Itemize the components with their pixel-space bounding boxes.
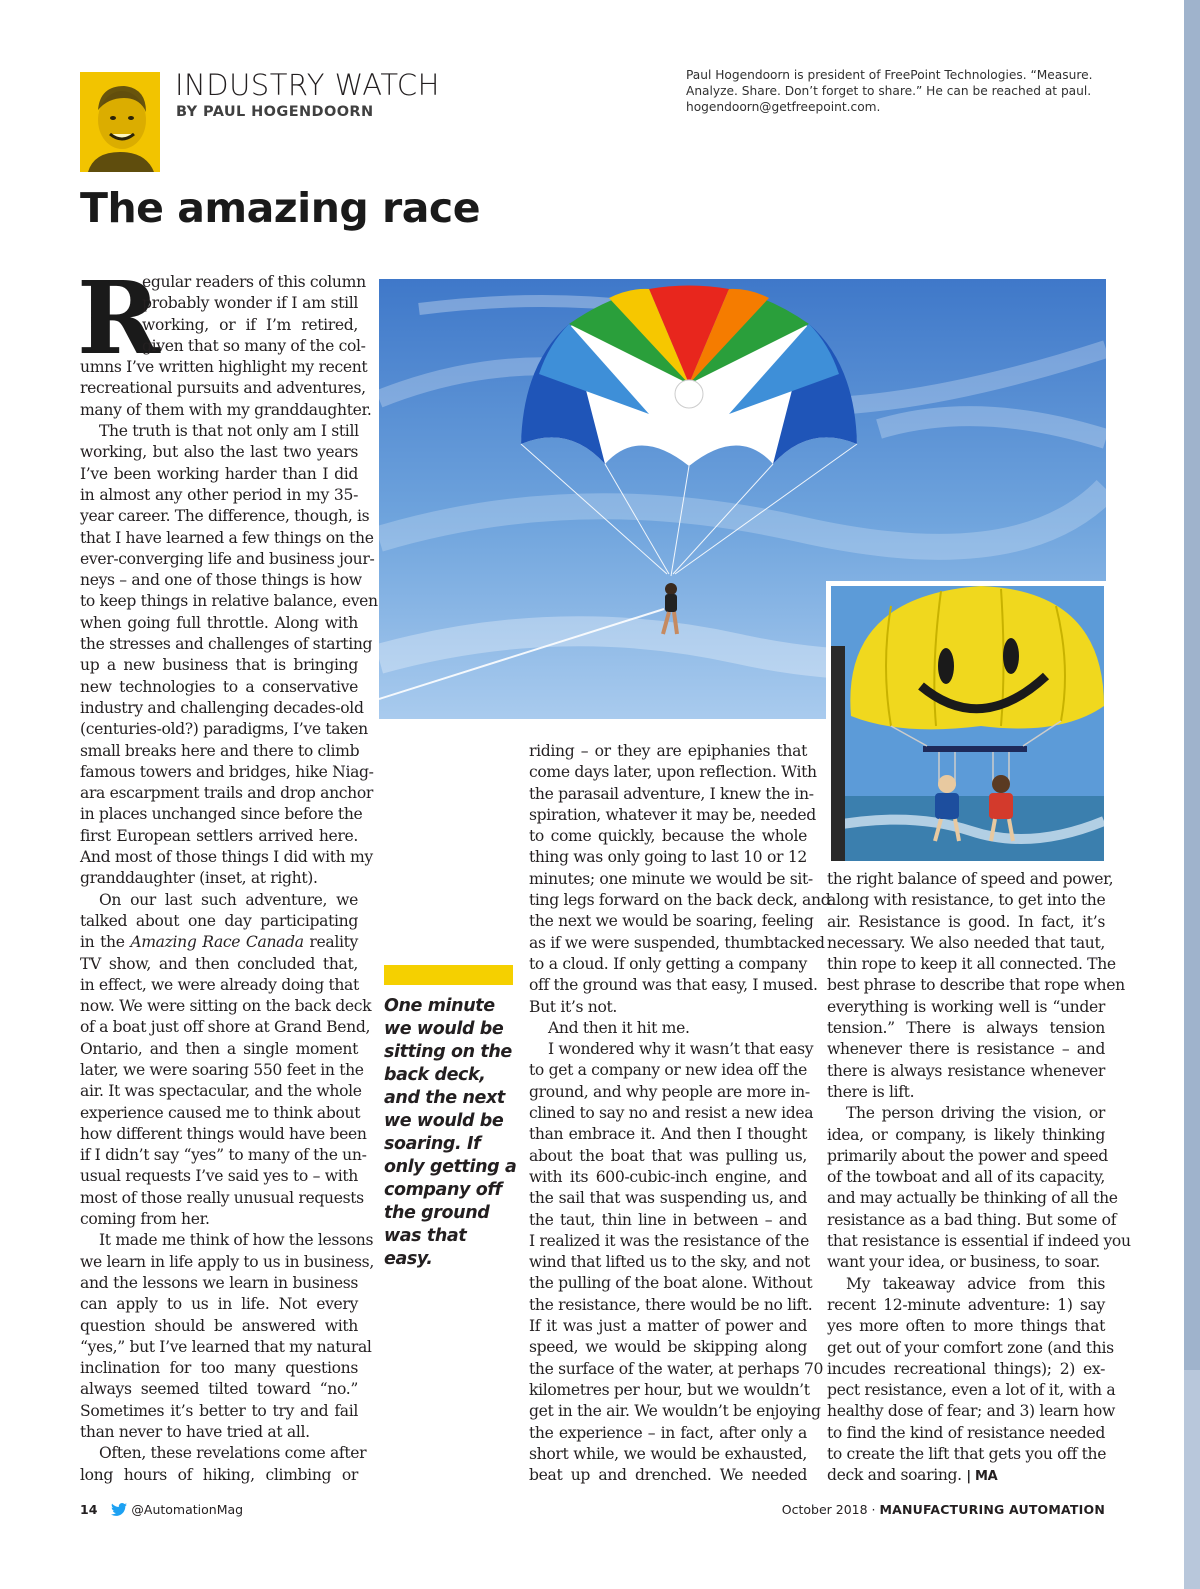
text-line: Often, these revelations come after: [99, 1444, 367, 1463]
text-line: umns I’ve written highlight my recent: [80, 358, 368, 377]
text-line: than never to have tried at all.: [80, 1423, 310, 1442]
text-line: wind that lifted us to the sky, and not: [529, 1253, 810, 1272]
text-line: with its 600-cubic-inch engine, and: [529, 1167, 807, 1186]
text-line: we learn in life apply to us in business,: [80, 1252, 374, 1271]
end-mark: | MA: [966, 1469, 998, 1485]
text-line: recent 12-minute adventure: 1) say: [827, 1295, 1105, 1314]
text-line: “yes,” but I’ve learned that my natural: [80, 1337, 372, 1356]
pull-quote-line: One minute: [384, 996, 495, 1016]
inset-photo: [826, 581, 1109, 866]
text-line: in effect, we were already doing that: [80, 975, 359, 994]
text-line: My takeaway advice from this: [846, 1274, 1105, 1293]
text-line: first European settlers arrived here.: [80, 826, 358, 845]
footer-right: [782, 1502, 1105, 1517]
pull-quote-line: back deck,: [384, 1065, 486, 1085]
text-line: when going full throttle. Along with: [80, 613, 358, 632]
text-line: there is lift.: [827, 1082, 915, 1101]
text-line: small breaks here and there to climb: [80, 741, 360, 760]
text-line: tension.” There is always tension: [827, 1019, 1105, 1038]
text-line: industry and challenging decades-old: [80, 698, 364, 717]
text-line: the stresses and challenges of starting: [80, 635, 373, 654]
text-line: to keep things in relative balance, even: [80, 592, 378, 611]
text-line: clined to say no and resist a new idea: [529, 1104, 814, 1123]
text-line: I realized it was the resistance of the: [529, 1231, 809, 1250]
text-line: [80, 932, 358, 953]
text-line: that resistance is essential if indeed you: [827, 1232, 1131, 1251]
text-line: everything is working well is “under: [827, 997, 1105, 1016]
text-line: working, or if I’m retired,: [142, 315, 358, 334]
section-title: INDUSTRY WATCH: [175, 68, 440, 102]
text-line: On our last such adventure, we: [99, 890, 358, 909]
pull-quote-line: only getting a: [384, 1157, 517, 1177]
text-line: the right balance of speed and power,: [827, 870, 1114, 888]
author-note-line: Analyze. Share. Don’t forget to share.” He can be reached at paul.: [686, 84, 1092, 98]
text-line: The truth is that not only am I still: [99, 422, 359, 441]
text-line: And then it hit me.: [548, 1018, 690, 1037]
text-line: usual requests I’ve said yes to – with: [80, 1167, 358, 1186]
pull-quote: [384, 995, 519, 1271]
text-line: than embrace it. And then I thought: [529, 1125, 807, 1144]
text-line: ever-converging life and business jour-: [80, 549, 375, 568]
text-line: new technologies to a conservative: [80, 677, 358, 696]
footer-left: [80, 1502, 243, 1517]
text-fragment: reality: [303, 933, 359, 952]
text-line: there is always resistance whenever: [827, 1061, 1105, 1080]
byline: BY PAUL HOGENDOORN: [176, 104, 374, 120]
text-line: minutes; one minute we would be sit-: [529, 869, 813, 888]
issue-date: October 2018 ·: [781, 1502, 880, 1517]
text-line: to create the lift that gets you off the: [827, 1445, 1107, 1464]
text-line: I wondered why it wasn’t that easy: [548, 1040, 814, 1059]
text-line: talked about one day participating: [80, 911, 358, 930]
text-line: pect resistance, even a lot of it, with a: [827, 1381, 1116, 1400]
article-column-1: [80, 272, 378, 1486]
text-line: to a cloud. If only getting a company: [529, 954, 807, 973]
pull-quote-line: the ground: [384, 1203, 490, 1223]
text-line: inclination for too many questions: [80, 1359, 358, 1378]
text-line: to come quickly, because the whole: [529, 827, 807, 846]
text-line: the next we would be soaring, feeling: [529, 912, 814, 931]
author-photo: [80, 72, 160, 172]
article-headline: The amazing race: [80, 184, 481, 232]
text-line: kilometres per hour, but we wouldn’t: [529, 1380, 810, 1399]
text-line: later, we were soaring 550 feet in the: [80, 1060, 364, 1079]
text-line: that I have learned a few things on the: [80, 528, 374, 547]
text-line: short while, we would be exhausted,: [529, 1444, 807, 1463]
text-line: speed, we would be skipping along: [529, 1338, 807, 1357]
text-line: And most of those things I did with my: [80, 848, 373, 867]
text-line: the pulling of the boat alone. Without: [529, 1274, 813, 1293]
author-note-line: Paul Hogendoorn is president of FreePoint Technologies. “Measure.: [686, 68, 1093, 82]
text-line: always seemed tilted toward “no.”: [80, 1380, 358, 1399]
text-line: long hours of hiking, climbing or: [80, 1465, 358, 1484]
text-fragment: deck and soaring.: [827, 1466, 967, 1485]
text-line: get out of your comfort zone (and this: [827, 1338, 1114, 1357]
text-line: ting legs forward on the back deck, and: [529, 891, 831, 910]
text-line: idea, or company, is likely thinking: [827, 1125, 1105, 1144]
text-line: of a boat just off shore at Grand Bend,: [80, 1018, 371, 1037]
text-line: off the ground was that easy, I mused.: [529, 976, 818, 995]
text-line: (centuries-old?) paradigms, I’ve taken: [80, 720, 368, 739]
text-line: yes more often to more things that: [827, 1317, 1105, 1336]
text-line: air. It was spectacular, and the whole: [80, 1082, 362, 1101]
text-line: probably wonder if I am still: [142, 294, 358, 313]
text-line: the taut, thin line in between – and: [529, 1210, 807, 1229]
text-line: of the towboat and all of its capacity,: [827, 1168, 1105, 1187]
twitter-bird-icon: [111, 1503, 127, 1516]
text-line: the surface of the water, at perhaps 70: [529, 1359, 824, 1378]
text-line: the experience – in fact, after only a: [529, 1423, 807, 1442]
pull-quote-line: we would be: [384, 1111, 504, 1131]
text-line: up a new business that is bringing: [80, 656, 358, 675]
text-line: about the boat that was pulling us,: [529, 1146, 807, 1165]
text-line: granddaughter (inset, at right).: [80, 869, 318, 888]
text-line: necessary. We also needed that taut,: [827, 933, 1105, 952]
text-line: ground, and why people are more in-: [529, 1082, 810, 1101]
magazine-name: MANUFACTURING AUTOMATION: [879, 1502, 1105, 1517]
twitter-handle: @AutomationMag: [131, 1502, 244, 1517]
author-note-line: hogendoorn@getfreepoint.com.: [686, 100, 881, 114]
text-line: best phrase to describe that rope when: [827, 976, 1125, 995]
article-column-3: [827, 869, 1131, 1487]
text-line: want your idea, or business, to soar.: [827, 1253, 1101, 1272]
text-line: the resistance, there would be no lift.: [529, 1295, 813, 1314]
text-line: The person driving the vision, or: [846, 1104, 1105, 1123]
text-line: year career. The difference, though, is: [80, 507, 370, 526]
text-line: neys – and one of those things is how: [80, 571, 362, 590]
pull-quote-line: soaring. If: [384, 1134, 481, 1154]
text-line: working, but also the last two years: [80, 443, 358, 462]
text-line: air. Resistance is good. In fact, it’s: [827, 912, 1105, 931]
text-line: thing was only going to last 10 or 12: [529, 848, 807, 867]
text-line: if I didn’t say “yes” to many of the un-: [80, 1146, 367, 1165]
text-line: [827, 1465, 1105, 1486]
text-line: famous towers and bridges, hike Niag-: [80, 762, 374, 781]
text-line: the parasail adventure, I knew the in-: [529, 784, 814, 803]
text-line: many of them with my granddaughter.: [80, 400, 372, 419]
text-line: to find the kind of resistance needed: [827, 1423, 1105, 1442]
pull-quote-line: company off: [384, 1180, 502, 1200]
text-line: to get a company or new idea off the: [529, 1061, 807, 1080]
text-line: how different things would have been: [80, 1124, 367, 1143]
text-line: question should be answered with: [80, 1316, 358, 1335]
page-number: 14: [80, 1502, 98, 1517]
text-line: most of those really unusual requests: [80, 1188, 364, 1207]
text-line: thin rope to keep it all connected. The: [827, 955, 1116, 974]
drop-cap: R: [77, 259, 161, 377]
text-line: in places unchanged since before the: [80, 805, 363, 824]
text-line: come days later, upon reflection. With: [529, 763, 817, 782]
page-edge-bar: [1184, 0, 1200, 1589]
text-line: If it was just a matter of power and: [529, 1317, 807, 1336]
text-line: coming from her.: [80, 1210, 210, 1229]
text-line: ara escarpment trails and drop anchor: [80, 784, 373, 803]
text-line: incudes recreational things); 2) ex-: [827, 1359, 1105, 1378]
text-line: resistance as a bad thing. But some of: [827, 1210, 1117, 1229]
text-line: spiration, whatever it may be, needed: [529, 805, 816, 824]
text-line: along with resistance, to get into the: [827, 891, 1106, 910]
text-line: can apply to us in life. Not every: [80, 1295, 358, 1314]
text-line: and the lessons we learn in business: [80, 1273, 358, 1292]
article-column-2: [529, 741, 831, 1486]
text-line: in almost any other period in my 35-: [80, 485, 358, 504]
text-line: beat up and drenched. We needed: [529, 1466, 807, 1485]
pull-quote-accent-bar: [384, 965, 513, 985]
text-line: now. We were sitting on the back deck: [80, 997, 372, 1016]
text-fragment: in the: [80, 933, 131, 952]
pull-quote-line: and the next: [384, 1088, 505, 1108]
text-line: It made me think of how the lessons: [99, 1231, 374, 1250]
text-line: experience caused me to think about: [80, 1103, 361, 1122]
pull-quote-line: we would be: [384, 1019, 504, 1039]
text-line: and may actually be thinking of all the: [827, 1189, 1118, 1208]
text-line: as if we were suspended, thumbtacked: [529, 933, 825, 952]
text-line: primarily about the power and speed: [827, 1146, 1108, 1165]
text-line: healthy dose of fear; and 3) learn how: [827, 1402, 1115, 1421]
text-line: Sometimes it’s better to try and fail: [80, 1401, 358, 1420]
text-line: egular readers of this column: [142, 273, 366, 291]
text-line: whenever there is resistance – and: [827, 1040, 1105, 1059]
text-line: Ontario, and then a single moment: [80, 1039, 358, 1058]
author-note: [686, 67, 1106, 115]
pull-quote-line: easy.: [384, 1249, 433, 1269]
text-line: I’ve been working harder than I did: [80, 464, 358, 483]
text-line: riding – or they are epiphanies that: [529, 742, 807, 760]
pull-quote-line: sitting on the: [384, 1042, 512, 1062]
text-line: TV show, and then concluded that,: [80, 954, 358, 973]
text-line: recreational pursuits and adventures,: [80, 379, 366, 398]
show-name: Amazing Race Canada: [130, 933, 304, 952]
pull-quote-line: was that: [384, 1226, 467, 1246]
text-line: But it’s not.: [529, 997, 617, 1016]
text-line: get in the air. We wouldn’t be enjoying: [529, 1402, 821, 1421]
text-line: given that so many of the col-: [142, 336, 366, 355]
text-line: the sail that was suspending us, and: [529, 1189, 807, 1208]
